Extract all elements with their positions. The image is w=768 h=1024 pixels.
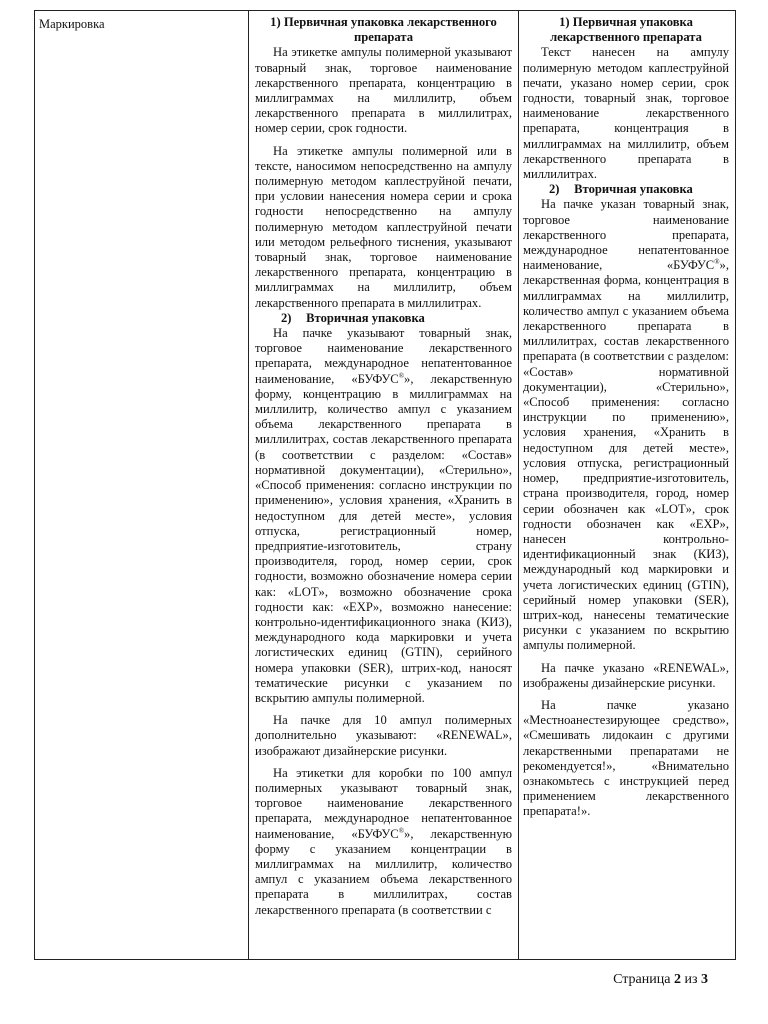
heading-number: 1) — [559, 15, 570, 29]
text-segment: На пачке указан товарный знак, торговое наименование лекарственного препарата, международное непатентованное наименование, «БУФУС — [523, 197, 729, 273]
page-label: Страница — [613, 972, 671, 987]
heading-number: 1) — [270, 15, 281, 29]
heading-number: 2) — [549, 182, 560, 197]
page-of-label: из — [684, 972, 698, 987]
text-segment: », лекарственная форма, концентрация в миллиграммах на миллилитр, количество ампул с указанием объема лекарственного препарата в миллилитрах, состав лекарственного препарата (в соответствии с разделом: «Состав» нормативной документации), «Стерильно», «Способ применения: согласно инструкции по применению», условия хранения, «Хранить в недоступном для детей месте», условия отпуска, регистрационный номер, предприятие-изготовитель, страна производителя, город, номер серии обозначен как «LOT», срок годности обозначен как «EXP», нанесен контрольно-идентификационный знак (КИЗ), международный код маркировки и учета логистических единиц (GTIN), серийный номер упаковки (SER), штрих-код, нанесены тематические рисунки с указанием по вскрытию ампулы полимерной. — [523, 258, 729, 653]
secondary-packaging-heading — [523, 182, 729, 197]
paragraph: Текст нанесен на ампулу полимерную методом каплеструйной печати, указано номер серии, срок годности, товарный знак, торговое наименование лекарственного препарата, концентрация в миллиграммах на миллилитр, объем лекарственного препарата в миллилитрах. — [523, 45, 729, 182]
requirements-column — [249, 11, 519, 959]
page-total: 3 — [701, 972, 708, 987]
paragraph: На этикетке ампулы полимерной или в тексте, наносимом непосредственно на ампулу полимерную методом каплеструйной печати, при условии нанесения номера серии и срока годности непосредственно на ампулу полимерную методом каплеструйной печати или методом рельефного тиснения, указывают товарный знак, торговое наименование лекарственного препарата, концентрацию в миллиграммах на миллилитр, объем лекарственного препарата в миллилитрах. — [255, 143, 512, 310]
text-segment: », лекарственную форму с указанием концентрации в миллиграммах на миллилитр, количество ампул с указанием объема лекарственного препарата в миллилитрах, состав лекарственного препарата (в соответствии с — [255, 826, 512, 917]
primary-packaging-heading — [255, 15, 512, 45]
label-column — [35, 11, 249, 959]
registered-mark: ® — [714, 258, 720, 267]
heading-text: Вторичная упаковка — [306, 310, 425, 325]
page-footer — [613, 972, 708, 988]
results-column — [519, 11, 735, 959]
secondary-packaging-heading — [255, 311, 512, 326]
text-segment: На пачке указывают товарный знак, торговое наименование лекарственного препарата, международное непатентованное наименование, «БУФУС — [255, 326, 512, 386]
paragraph: На пачке указано «RENEWAL», изображены дизайнерские рисунки. — [523, 660, 729, 690]
registered-mark: ® — [398, 826, 405, 835]
text-segment: », лекарственную форму, концентрацию в миллиграммах на миллилитр, количество ампул с указанием объема лекарственного препарата в миллилитрах, состав лекарственного препарата (в соответствии с разделом: «Состав» нормативной документации), «Стерильно», «Способ применения: согласно инструкции по применению», условия хранения, «Хранить в недоступном для детей месте», условия отпуска, регистрационный номер, предприятие-изготовитель, страну производителя, город, номер серии, срок годности, возможно обозначение номера серии как: «LOT», возможно обозначение срока годности как: «EXP», возможно нанесение: контрольно-идентификационного знака (КИЗ), международного кода маркировки и учета логистических единиц (GTIN), серийного номера упаковки (SER), штрих-код, наносят тематические рисунки с указанием по вскрытию ампулы полимерной. — [255, 371, 512, 705]
page-number: 2 — [673, 972, 681, 987]
paragraph — [255, 326, 512, 706]
paragraph: На этикетке ампулы полимерной указывают товарный знак, торговое наименование лекарственного препарата, концентрацию в миллиграммах на миллилитр, объем лекарственного препарата в миллилитрах, номер серии, срок годности. — [255, 45, 512, 136]
paragraph — [523, 197, 729, 653]
paragraph: На пачке для 10 ампул полимерных дополнительно указывают: «RENEWAL», изображают дизайнерские рисунки. — [255, 713, 512, 758]
primary-packaging-heading — [523, 15, 729, 45]
row-label: Маркировка — [39, 17, 105, 31]
heading-text: Первичная упаковка лекарственного препарата — [283, 15, 497, 45]
text-segment: На этикетки для коробки по 100 ампул полимерных указывают товарный знак, торговое наименование лекарственного препарата, международное непатентованное наименование, «БУФУС — [255, 765, 512, 841]
heading-text: Первичная упаковка лекарственного препарата — [550, 15, 702, 45]
registered-mark: ® — [398, 371, 405, 380]
heading-number: 2) — [281, 310, 292, 325]
paragraph — [255, 766, 512, 918]
document-table — [34, 10, 736, 960]
paragraph: На пачке указано «Местноанестезирующее средство», «Смешивать лидокаин с другими лекарственными препаратами не рекомендуется!», «Внимательно ознакомьтесь с инструкцией перед применением лекарственного препарата!». — [523, 697, 729, 819]
heading-text: Вторичная упаковка — [574, 182, 693, 197]
